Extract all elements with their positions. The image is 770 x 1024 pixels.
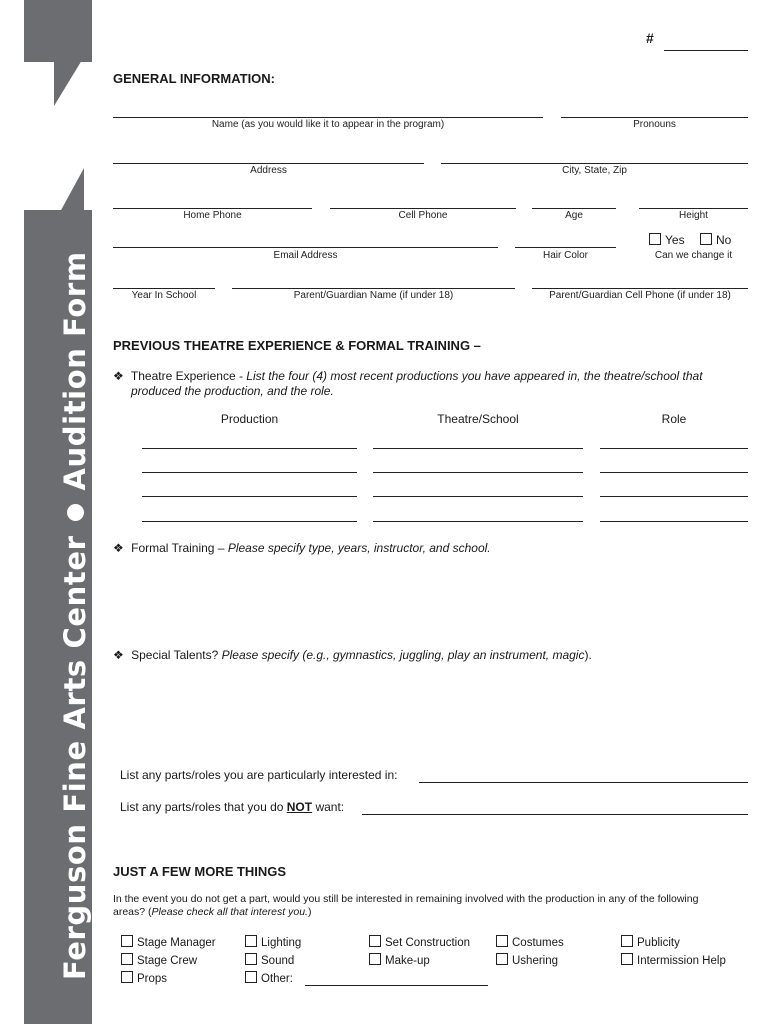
hair-change-yes[interactable] (649, 233, 685, 247)
theatre-lead: Theatre Experience - (130, 369, 247, 383)
bullet-dot-icon (67, 505, 84, 522)
height-caption: Height (679, 210, 708, 221)
more-para-2a: areas? ( (113, 906, 152, 918)
theatre-experience-line1 (113, 369, 703, 383)
cell-phone-field[interactable] (330, 208, 516, 209)
parent-name-field[interactable] (232, 288, 515, 289)
parts-not-field[interactable] (362, 814, 748, 815)
parts-not-label (120, 800, 344, 814)
checkbox-icon[interactable] (621, 935, 633, 947)
checkbox-icon[interactable] (121, 935, 133, 947)
name-field[interactable] (113, 117, 543, 118)
option-stage-crew[interactable] (121, 953, 197, 967)
option-label: Other: (261, 973, 293, 985)
option-other[interactable] (245, 971, 293, 985)
number-field[interactable] (664, 50, 748, 51)
option-props[interactable] (121, 971, 167, 985)
hair-caption: Hair Color (542, 250, 588, 261)
option-label: Lighting (261, 937, 302, 949)
checkbox-icon[interactable] (121, 953, 133, 965)
parts-not-post: want: (312, 800, 345, 814)
checkbox-icon[interactable] (245, 953, 257, 965)
year-field[interactable] (113, 288, 215, 289)
home-phone-caption: Home Phone (183, 210, 242, 221)
sidebar-flag-tail (54, 60, 82, 106)
experience-heading: PREVIOUS THEATRE EXPERIENCE & FORMAL TRAINING – (113, 338, 481, 353)
option-costumes[interactable] (496, 935, 564, 949)
option-label: Stage Crew (137, 955, 198, 967)
talents-end: ). (584, 648, 592, 662)
hair-change-no[interactable] (700, 233, 731, 247)
checkbox-icon[interactable] (369, 935, 381, 947)
production-field-4[interactable] (142, 521, 357, 522)
option-label: Stage Manager (137, 937, 216, 949)
option-label: Costumes (512, 937, 564, 949)
theatre-field-2[interactable] (373, 472, 583, 473)
sidebar (24, 0, 92, 1024)
sidebar-title (58, 251, 92, 980)
formal-training-area[interactable] (131, 562, 748, 632)
city-caption: City, State, Zip (562, 165, 627, 176)
option-label: Publicity (637, 937, 680, 949)
talents-desc: Please specify (e.g., gymnastics, juggling, play an instrument, magic (221, 648, 585, 662)
col-theatre: Theatre/School (437, 412, 519, 426)
change-caption: Can we change it (654, 250, 733, 261)
col-role: Role (661, 412, 687, 426)
sidebar-flag (24, 0, 92, 62)
age-caption: Age (565, 210, 583, 221)
talents-lead: Special Talents? (131, 648, 222, 662)
more-para-1: In the event you do not get a part, would you still be interested in remaining involved with the production in any of the following (113, 893, 699, 905)
option-label: Intermission Help (637, 955, 726, 967)
col-production: Production (220, 412, 279, 426)
parts-interested-label: List any parts/roles you are particularly interested in: (120, 768, 398, 782)
parts-not-pre: List any parts/roles that you do (120, 800, 287, 814)
height-field[interactable] (639, 208, 748, 209)
other-field[interactable] (305, 985, 488, 986)
option-label: Props (137, 973, 168, 985)
home-phone-field[interactable] (113, 208, 312, 209)
number-label: # (646, 30, 654, 46)
option-intermission-help[interactable] (621, 953, 726, 967)
theatre-field-1[interactable] (373, 448, 583, 449)
option-lighting[interactable] (245, 935, 301, 949)
pronouns-caption: Pronouns (633, 119, 676, 130)
checkbox-icon[interactable] (649, 233, 661, 245)
option-ushering[interactable] (496, 953, 558, 967)
role-field-1[interactable] (600, 448, 748, 449)
diamond-bullet-icon: ❖ (113, 369, 124, 383)
year-caption: Year In School (131, 290, 197, 301)
more-para-2 (113, 906, 311, 918)
checkbox-icon[interactable] (369, 953, 381, 965)
production-field-1[interactable] (142, 448, 357, 449)
more-para-2c: ) (307, 906, 312, 918)
formal-desc: Please specify type, years, instructor, and school. (227, 541, 491, 555)
theatre-desc-2: produced the production, and the role. (131, 384, 334, 398)
theatre-desc-1: List the four (4) most recent productions you have appeared in, the theatre/school that (246, 369, 703, 383)
option-label: Sound (261, 955, 295, 967)
address-field[interactable] (113, 163, 424, 164)
option-label: Ushering (512, 955, 559, 967)
sidebar-title-right: Audition Form (58, 251, 92, 491)
option-label: Make-up (385, 955, 430, 967)
diamond-bullet-icon: ❖ (113, 648, 124, 662)
theatre-field-4[interactable] (373, 521, 583, 522)
checkbox-icon[interactable] (121, 971, 133, 983)
formal-training (113, 541, 491, 555)
age-field[interactable] (532, 208, 616, 209)
name-caption: Name (as you would like it to appear in the program) (211, 119, 445, 130)
checkbox-icon[interactable] (621, 953, 633, 965)
parent-phone-caption: Parent/Guardian Cell Phone (if under 18) (549, 290, 731, 301)
general-heading: GENERAL INFORMATION: (113, 71, 276, 86)
theatre-field-3[interactable] (373, 496, 583, 497)
production-field-2[interactable] (142, 472, 357, 473)
city-field[interactable] (441, 163, 748, 164)
role-field-4[interactable] (600, 521, 748, 522)
role-field-3[interactable] (600, 496, 748, 497)
yes-label: Yes (665, 233, 685, 247)
parent-name-caption: Parent/Guardian Name (if under 18) (293, 290, 454, 301)
cell-phone-caption: Cell Phone (398, 210, 448, 221)
checkbox-icon[interactable] (700, 233, 712, 245)
option-label: Set Construction (385, 937, 471, 949)
more-heading: JUST A FEW MORE THINGS (113, 864, 287, 879)
option-sound[interactable] (245, 953, 294, 967)
checkbox-icon[interactable] (245, 935, 257, 947)
option-set-construction[interactable] (369, 935, 470, 949)
special-talents (113, 648, 592, 662)
option-make-up[interactable] (369, 953, 430, 967)
parts-not-word: NOT (286, 800, 313, 814)
option-stage-manager[interactable] (121, 935, 216, 949)
parent-phone-field[interactable] (532, 288, 748, 289)
production-field-3[interactable] (142, 496, 357, 497)
diamond-bullet-icon: ❖ (113, 541, 124, 555)
special-talents-area[interactable] (131, 668, 748, 748)
checkbox-icon[interactable] (245, 971, 257, 983)
address-caption: Address (250, 165, 287, 176)
pronouns-field[interactable] (561, 117, 748, 118)
more-para-2b: Please check all that interest you. (151, 906, 308, 918)
formal-lead: Formal Training – (131, 541, 228, 555)
sidebar-title-left: Ferguson Fine Arts Center (58, 535, 92, 980)
role-field-2[interactable] (600, 472, 748, 473)
email-caption: Email Address (273, 250, 338, 261)
option-publicity[interactable] (621, 935, 680, 949)
no-label: No (716, 233, 732, 247)
checkbox-icon[interactable] (496, 935, 508, 947)
hair-field[interactable] (515, 247, 616, 248)
email-field[interactable] (113, 247, 498, 248)
parts-interested-field[interactable] (419, 782, 748, 783)
checkbox-icon[interactable] (496, 953, 508, 965)
sidebar-notch (60, 168, 84, 212)
